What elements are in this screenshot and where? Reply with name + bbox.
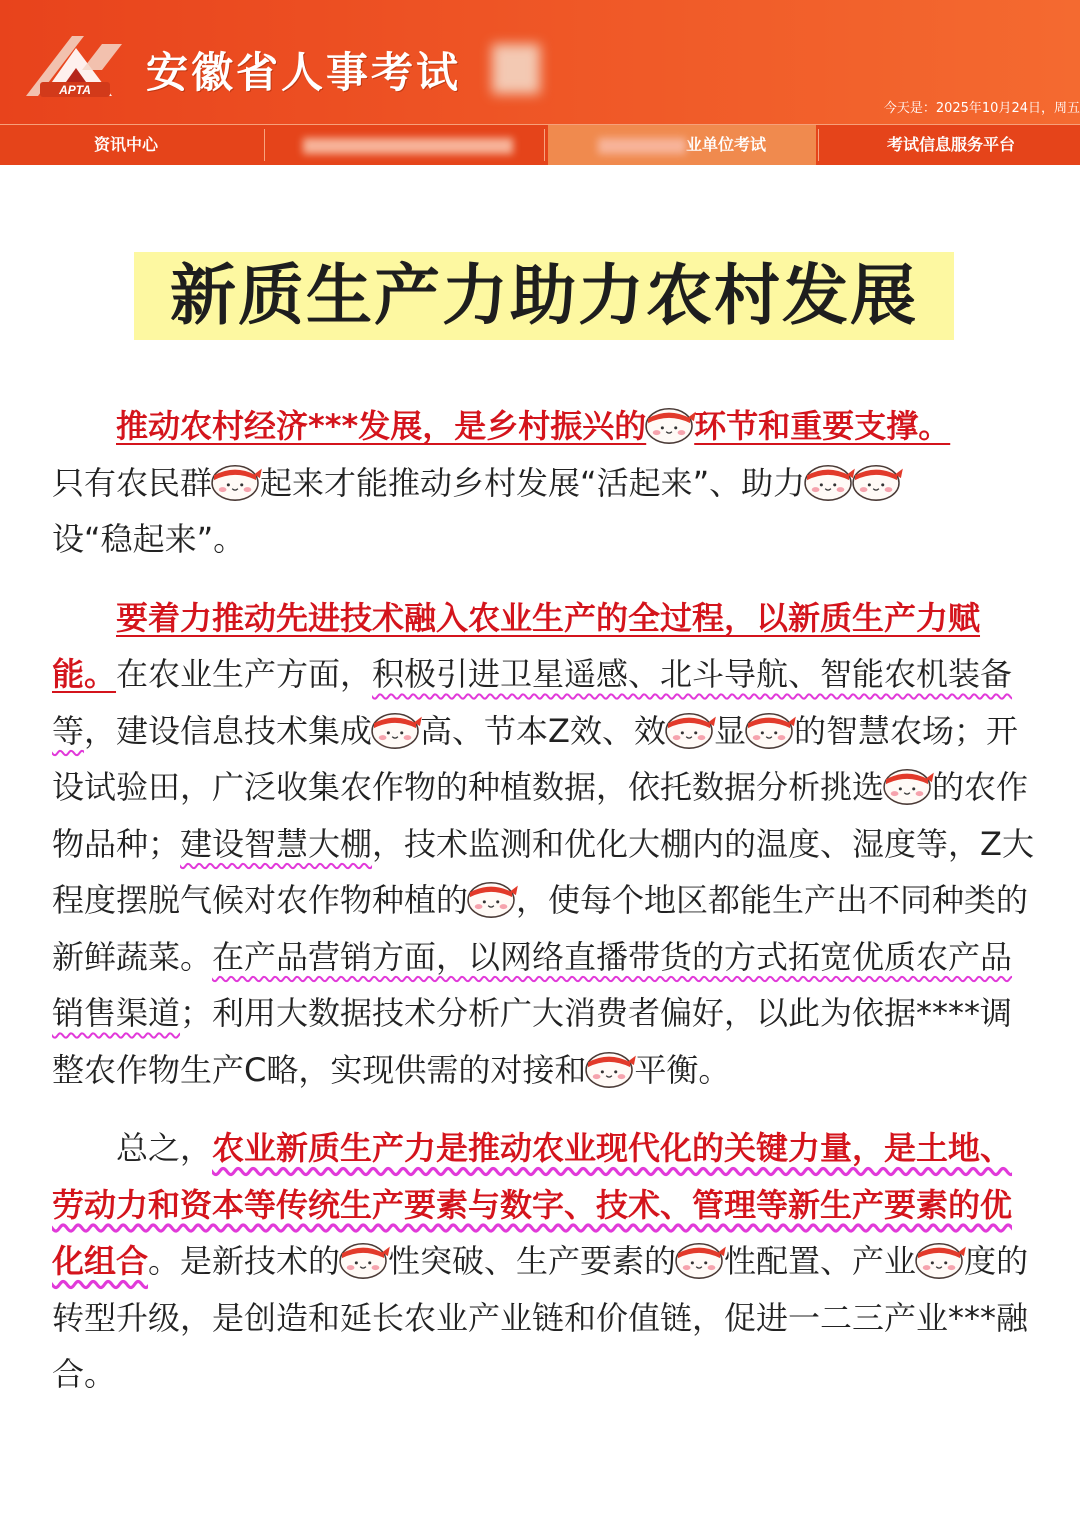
redacted-blur xyxy=(492,44,540,94)
highlight-red: 推动农村经济***发展，是乡村振兴的 xyxy=(116,407,647,445)
headband-dumpling-sticker-icon xyxy=(849,460,905,504)
headband-dumpling-sticker-icon xyxy=(582,1047,638,1091)
body-text: 的智慧农场；开设试验田，广泛收集农作物的种植数据，依托数据分析挑选 xyxy=(52,711,1018,806)
nav-item-exam-platform[interactable] xyxy=(822,125,1080,165)
nav-item-label: 业单位考试 xyxy=(685,135,766,154)
highlight-red: 环节和重要支撑。 xyxy=(694,407,951,445)
body-text: 设“稳起来”。 xyxy=(52,520,246,558)
body-text: ，使每个地区都能生产出不同种类的新鲜蔬菜。 xyxy=(52,881,1029,976)
body-text: 显 xyxy=(713,711,746,750)
paragraph-2 xyxy=(52,590,1042,1099)
header-banner xyxy=(0,0,1080,124)
site-title[interactable]: 安徽省人事考试 xyxy=(146,48,462,97)
headband-dumpling-sticker-icon xyxy=(368,708,424,752)
nav-item-news[interactable] xyxy=(0,125,252,165)
main-nav xyxy=(0,124,1080,165)
headband-dumpling-sticker-icon xyxy=(880,764,936,808)
body-text: 性配置、产业 xyxy=(724,1242,917,1280)
headband-dumpling-sticker-icon xyxy=(336,1238,392,1282)
article-title: 新质生产力助力农村发展 xyxy=(134,252,954,340)
paragraph-1 xyxy=(52,398,1042,568)
nav-item-label: 考试信息服务平台 xyxy=(886,135,1015,154)
headband-dumpling-sticker-icon xyxy=(912,1238,968,1282)
paragraph-3 xyxy=(52,1120,1042,1403)
headband-dumpling-sticker-icon xyxy=(662,708,718,752)
body-text: 在农业生产方面， xyxy=(116,655,373,693)
wavy-underline: 建设智慧大棚 xyxy=(180,824,373,863)
nav-item-redacted[interactable] xyxy=(276,125,540,165)
highlight-red-wavy: 农业新质生产力是推动农业现代化的关键力量，是土地、劳动力和资本等传统生产要素与数字、技术、管理等新生产要素的优化组合 xyxy=(52,1129,1013,1280)
headband-dumpling-sticker-icon xyxy=(642,403,698,447)
wavy-underline: 在产品营销方面，以网络直播带货的方式拓宽优质农产品销售渠道 xyxy=(52,937,1013,1032)
redacted-blur xyxy=(303,138,513,154)
wavy-underline: 积极引进卫星遥感、北斗导航、智能农机装备等 xyxy=(52,655,1013,750)
logo-text: APTA xyxy=(59,83,91,97)
headband-dumpling-sticker-icon xyxy=(742,708,798,752)
body-text: 只有农民群 xyxy=(52,463,213,502)
nav-divider xyxy=(264,129,265,161)
headband-dumpling-sticker-icon xyxy=(464,877,520,921)
body-text: 总之， xyxy=(116,1129,213,1167)
body-text: ，建设信息技术集成 xyxy=(84,711,373,750)
body-text: 性突破、生产要素的 xyxy=(388,1242,677,1280)
redacted-blur xyxy=(598,138,686,154)
highlight-red: 要着力推动先进技术融入农业生产的全过程，以新质生产力赋能。 xyxy=(52,598,981,693)
body-text: 高、节本Z效、效 xyxy=(420,711,666,750)
article-body xyxy=(52,398,1042,1403)
body-text: 度的转型升级，是创造和延长农业产业链和价值链，促进一二三产业***融合。 xyxy=(52,1242,1029,1393)
body-text: 起来才能推动乡村发展“活起来”、助力 xyxy=(260,463,806,502)
nav-divider xyxy=(544,129,545,161)
apta-logo xyxy=(22,30,128,100)
body-text: 平衡。 xyxy=(634,1050,731,1089)
nav-item-label: 资讯中心 xyxy=(93,135,158,154)
headband-dumpling-sticker-icon xyxy=(672,1238,728,1282)
body-text: ；利用大数据技术分析广大消费者偏好，以此为依据****调整农作物生产C略，实现供需的对接和 xyxy=(52,994,1013,1089)
headband-dumpling-sticker-icon xyxy=(208,460,264,504)
nav-item-institution-exam[interactable] xyxy=(548,125,816,165)
date-text: 今天是：2025年10月24日，周五 xyxy=(883,101,1080,116)
nav-divider xyxy=(818,129,819,161)
body-text: ，技术监测和优化大棚内的温度、湿度等，Z大程度摆脱气候对农作物种植的 xyxy=(52,824,1034,919)
body-text: 。是新技术的 xyxy=(148,1242,341,1280)
body-text: 的农作物品种； xyxy=(52,768,1029,863)
